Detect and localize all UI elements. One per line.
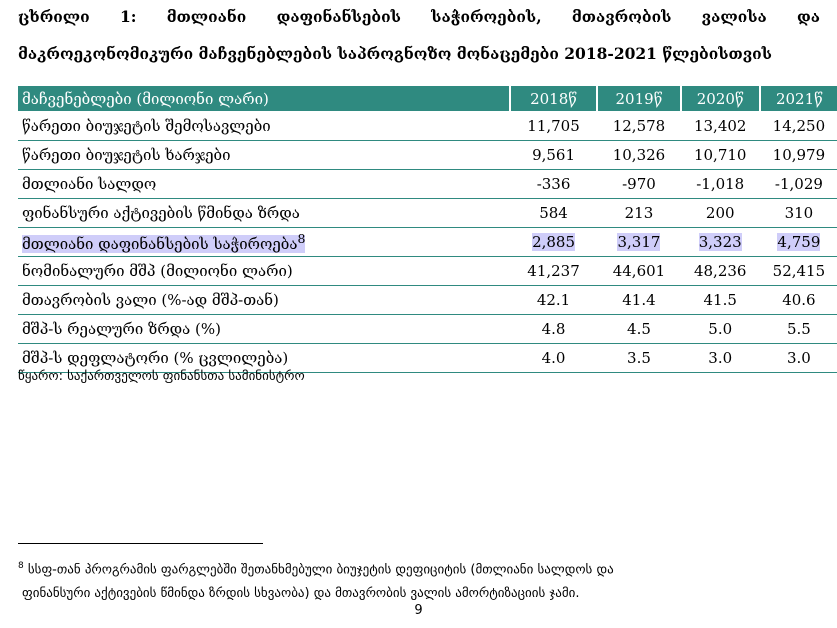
cell-value: 5.5 — [760, 315, 837, 344]
cell-value: 4.5 — [597, 315, 680, 344]
cell-value: 4.0 — [510, 344, 598, 373]
table-row — [18, 141, 837, 170]
cell-value: -1,029 — [760, 170, 837, 199]
cell-value: 40.6 — [760, 286, 837, 315]
cell-value: 48,236 — [681, 257, 760, 286]
macro-indicators-table — [18, 86, 837, 373]
row-label: წარეთი ბიუჯეტის შემოსავლები — [18, 112, 510, 141]
caption-word: ვალისა — [701, 7, 767, 26]
cell-value: 42.1 — [510, 286, 598, 315]
highlighted-value: 3,317 — [617, 233, 661, 251]
row-label: ფინანსური აქტივების წმინდა ზრდა — [18, 199, 510, 228]
cell-value: 213 — [597, 199, 680, 228]
cell-value: 41.5 — [681, 286, 760, 315]
highlighted-value: 2,885 — [532, 233, 576, 251]
cell-value: 10,710 — [681, 141, 760, 170]
row-label: მშპ-ს დეფლატორი (% ცვლილება) — [18, 344, 510, 373]
table-row — [18, 315, 837, 344]
cell-value: 4.8 — [510, 315, 598, 344]
cell-value: 200 — [681, 199, 760, 228]
cell-value — [760, 228, 837, 257]
cell-value: 44,601 — [597, 257, 680, 286]
footnote-number: 8 — [18, 561, 24, 571]
caption-word: და — [797, 7, 820, 26]
footnote-divider — [18, 543, 263, 544]
header-indicators: მაჩვენებლები (მილიონი ლარი) — [18, 86, 510, 112]
cell-value: 11,705 — [510, 112, 598, 141]
cell-value: 3.0 — [760, 344, 837, 373]
table-caption-line-1 — [18, 7, 820, 27]
header-2021: 2021წ — [760, 86, 837, 112]
header-2018: 2018წ — [510, 86, 598, 112]
row-label — [18, 228, 510, 257]
page-number: 9 — [414, 603, 423, 618]
highlighted-label — [22, 231, 306, 253]
cell-value: 5.0 — [681, 315, 760, 344]
caption-word: ცხრილი — [18, 7, 90, 26]
highlighted-value: 4,759 — [777, 233, 821, 251]
cell-value: 12,578 — [597, 112, 680, 141]
row-label: მთავრობის ვალი (%-ად მშპ-თან) — [18, 286, 510, 315]
cell-value: 10,979 — [760, 141, 837, 170]
footnote-text-1: სსფ-თან პროგრამის ფარგლებში შეთანხმებული ბიუჯეტის დეფიციტის (მთლიანი სალდოს და — [27, 562, 614, 578]
table-source: წყარო: საქართველოს ფინანსთა სამინისტრო — [18, 369, 305, 384]
cell-value — [510, 228, 598, 257]
highlighted-value: 3,323 — [698, 233, 742, 251]
header-2020: 2020წ — [681, 86, 760, 112]
row-label: მთლიანი სალდო — [18, 170, 510, 199]
table-row — [18, 170, 837, 199]
table-row — [18, 286, 837, 315]
cell-value: 584 — [510, 199, 598, 228]
footnote-line-1 — [18, 554, 818, 582]
row-label-text: მთლიანი დაფინანსების საჭიროება — [22, 235, 298, 253]
header-2019: 2019წ — [597, 86, 680, 112]
cell-value: 9,561 — [510, 141, 598, 170]
footnote-line-2: ფინანსური აქტივების წმინდა ზრდის სხვაობა) და მთავრობის ვალის ამორტიზაციის ჯამი. — [22, 586, 580, 602]
cell-value — [681, 228, 760, 257]
footnote — [18, 554, 818, 606]
cell-value: -1,018 — [681, 170, 760, 199]
footnote-ref: 8 — [297, 231, 306, 246]
cell-value: 41,237 — [510, 257, 598, 286]
table-header-row — [18, 86, 837, 112]
row-label: მშპ-ს რეალური ზრდა (%) — [18, 315, 510, 344]
cell-value: 3.0 — [681, 344, 760, 373]
caption-word: მთავრობის — [571, 7, 672, 26]
cell-value: -970 — [597, 170, 680, 199]
caption-word: საჭიროების, — [431, 7, 542, 26]
cell-value: 14,250 — [760, 112, 837, 141]
row-label: ნომინალური მშპ (მილიონი ლარი) — [18, 257, 510, 286]
row-label: წარეთი ბიუჯეტის ხარჯები — [18, 141, 510, 170]
cell-value: 52,415 — [760, 257, 837, 286]
caption-word: 1: — [119, 7, 137, 26]
table-row — [18, 112, 837, 141]
cell-value: -336 — [510, 170, 598, 199]
cell-value — [597, 228, 680, 257]
table-row — [18, 199, 837, 228]
cell-value: 41.4 — [597, 286, 680, 315]
table-caption-line-2: მაკროეკონომიკური მაჩვენებლების საპროგნოზო მონაცემები 2018-2021 წლებისთვის — [18, 44, 772, 63]
caption-word: დაფინანსების — [276, 7, 401, 26]
table-row-highlighted — [18, 228, 837, 257]
cell-value: 310 — [760, 199, 837, 228]
cell-value: 3.5 — [597, 344, 680, 373]
cell-value: 10,326 — [597, 141, 680, 170]
caption-word: მთლიანი — [166, 7, 247, 26]
table-row — [18, 257, 837, 286]
cell-value: 13,402 — [681, 112, 760, 141]
